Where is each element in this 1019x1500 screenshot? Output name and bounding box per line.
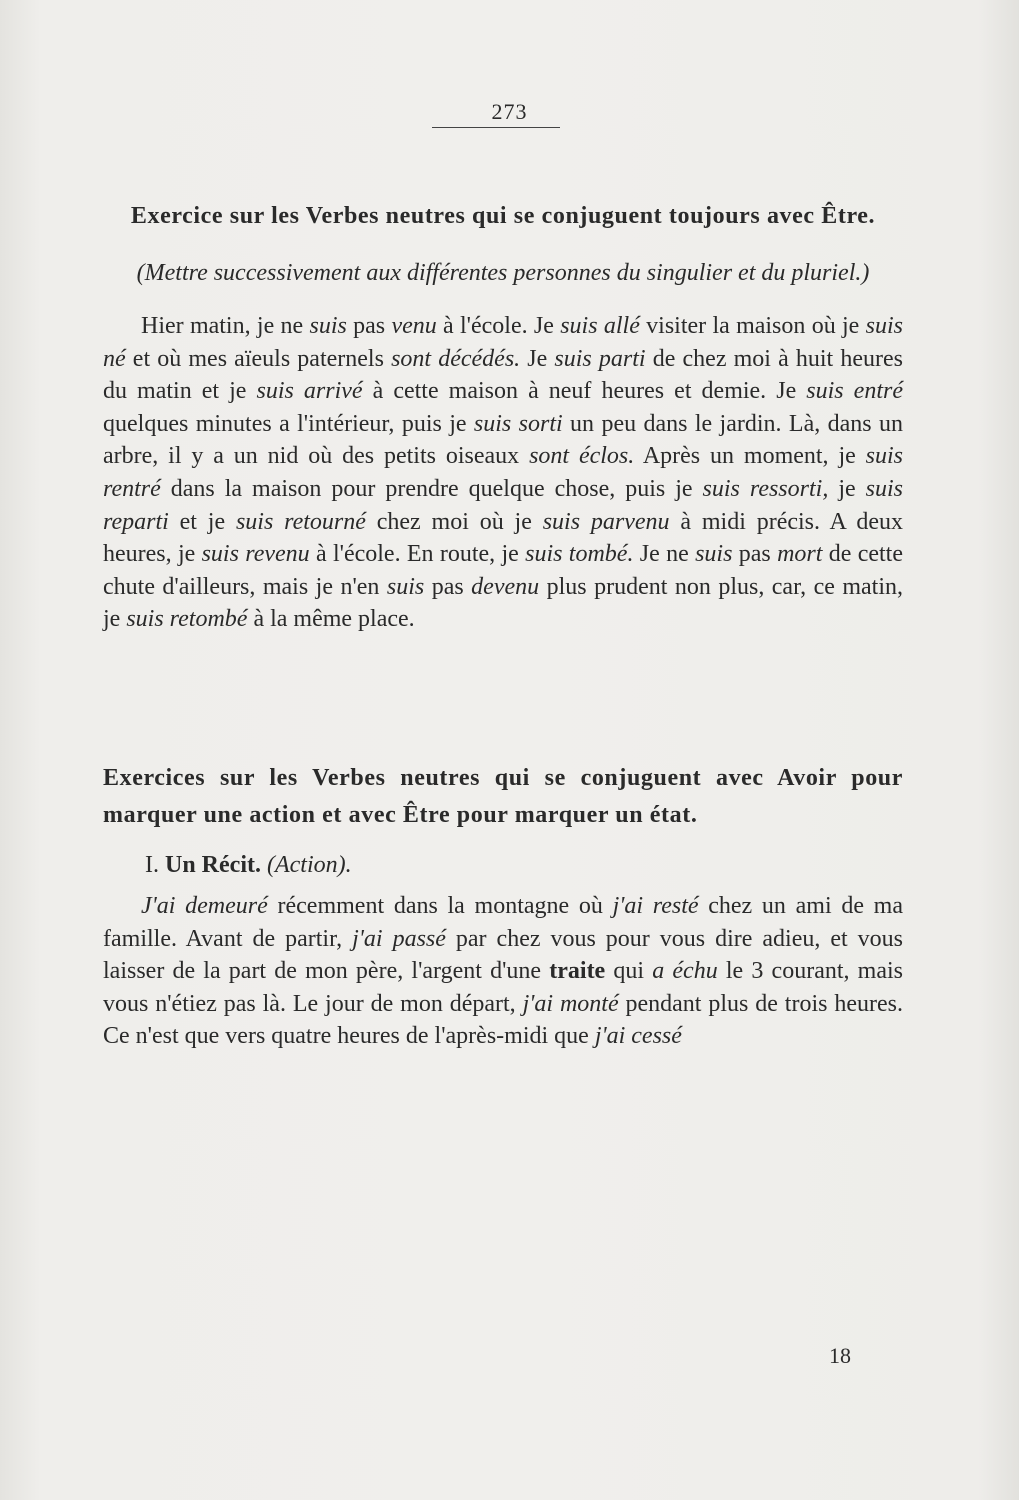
subsection-label	[145, 848, 903, 882]
paragraph-2: J'ai demeuré récemment dans la montagne où j'ai resté chez un ami de ma famille. Avant de partir, j'ai passé par chez vous pour vous dire adieu, et vous laisser de la part de mon père, l'argent d'une traite qui a échu le 3 courant, mais vous n'étiez pas là. Le jour de mon départ, j'ai monté pendant plus de trois heures. Ce n'est que vers quatre heures de l'après-midi que j'ai cessé	[103, 892, 904, 1050]
subsection-number: I.	[145, 851, 159, 878]
subsection-action: (Action).	[266, 851, 352, 878]
page-number: 273	[491, 99, 528, 124]
subsection-title: Un Récit.	[165, 851, 261, 878]
page-content	[103, 196, 903, 1053]
paragraph-1: Hier matin, je ne suis pas venu à l'école. Je suis allé visiter la maison où je suis né et où mes aïeuls paternels sont décédés. Je suis parti de chez moi à huit heures du matin et je suis arrivé à cette maison à neuf heures et demie. Je suis entré quelques minutes a l'intérieur, puis je suis sorti un peu dans le jardin. Là, dans un arbre, il y a un nid où des petits oiseaux sont éclos. Après un moment, je suis rentré dans la maison pour prendre quelque chose, puis je suis ressorti, je suis reparti et je suis retourné chez moi où je suis parvenu à midi précis. A deux heures, je suis revenu à l'école. En route, je suis tombé. Je ne suis pas mort de cette chute d'ailleurs, mais je n'en suis pas devenu plus prudent non plus, car, ce matin, je suis retombé à la même place.	[103, 313, 904, 633]
section-1-instruction: (Mettre successivement aux différentes personnes du singulier et du pluriel.)	[136, 260, 870, 286]
section-2-title: Exercices sur les Verbes neutres qui se conjuguent avec Avoir pour marquer une action et avec Être pour marquer un état.	[103, 764, 903, 828]
signature-mark: 18	[829, 1343, 851, 1368]
section-1-title: Exercice sur les Verbes neutres qui se conjuguent toujours avec Être.	[130, 203, 876, 229]
header-rule	[432, 127, 560, 128]
